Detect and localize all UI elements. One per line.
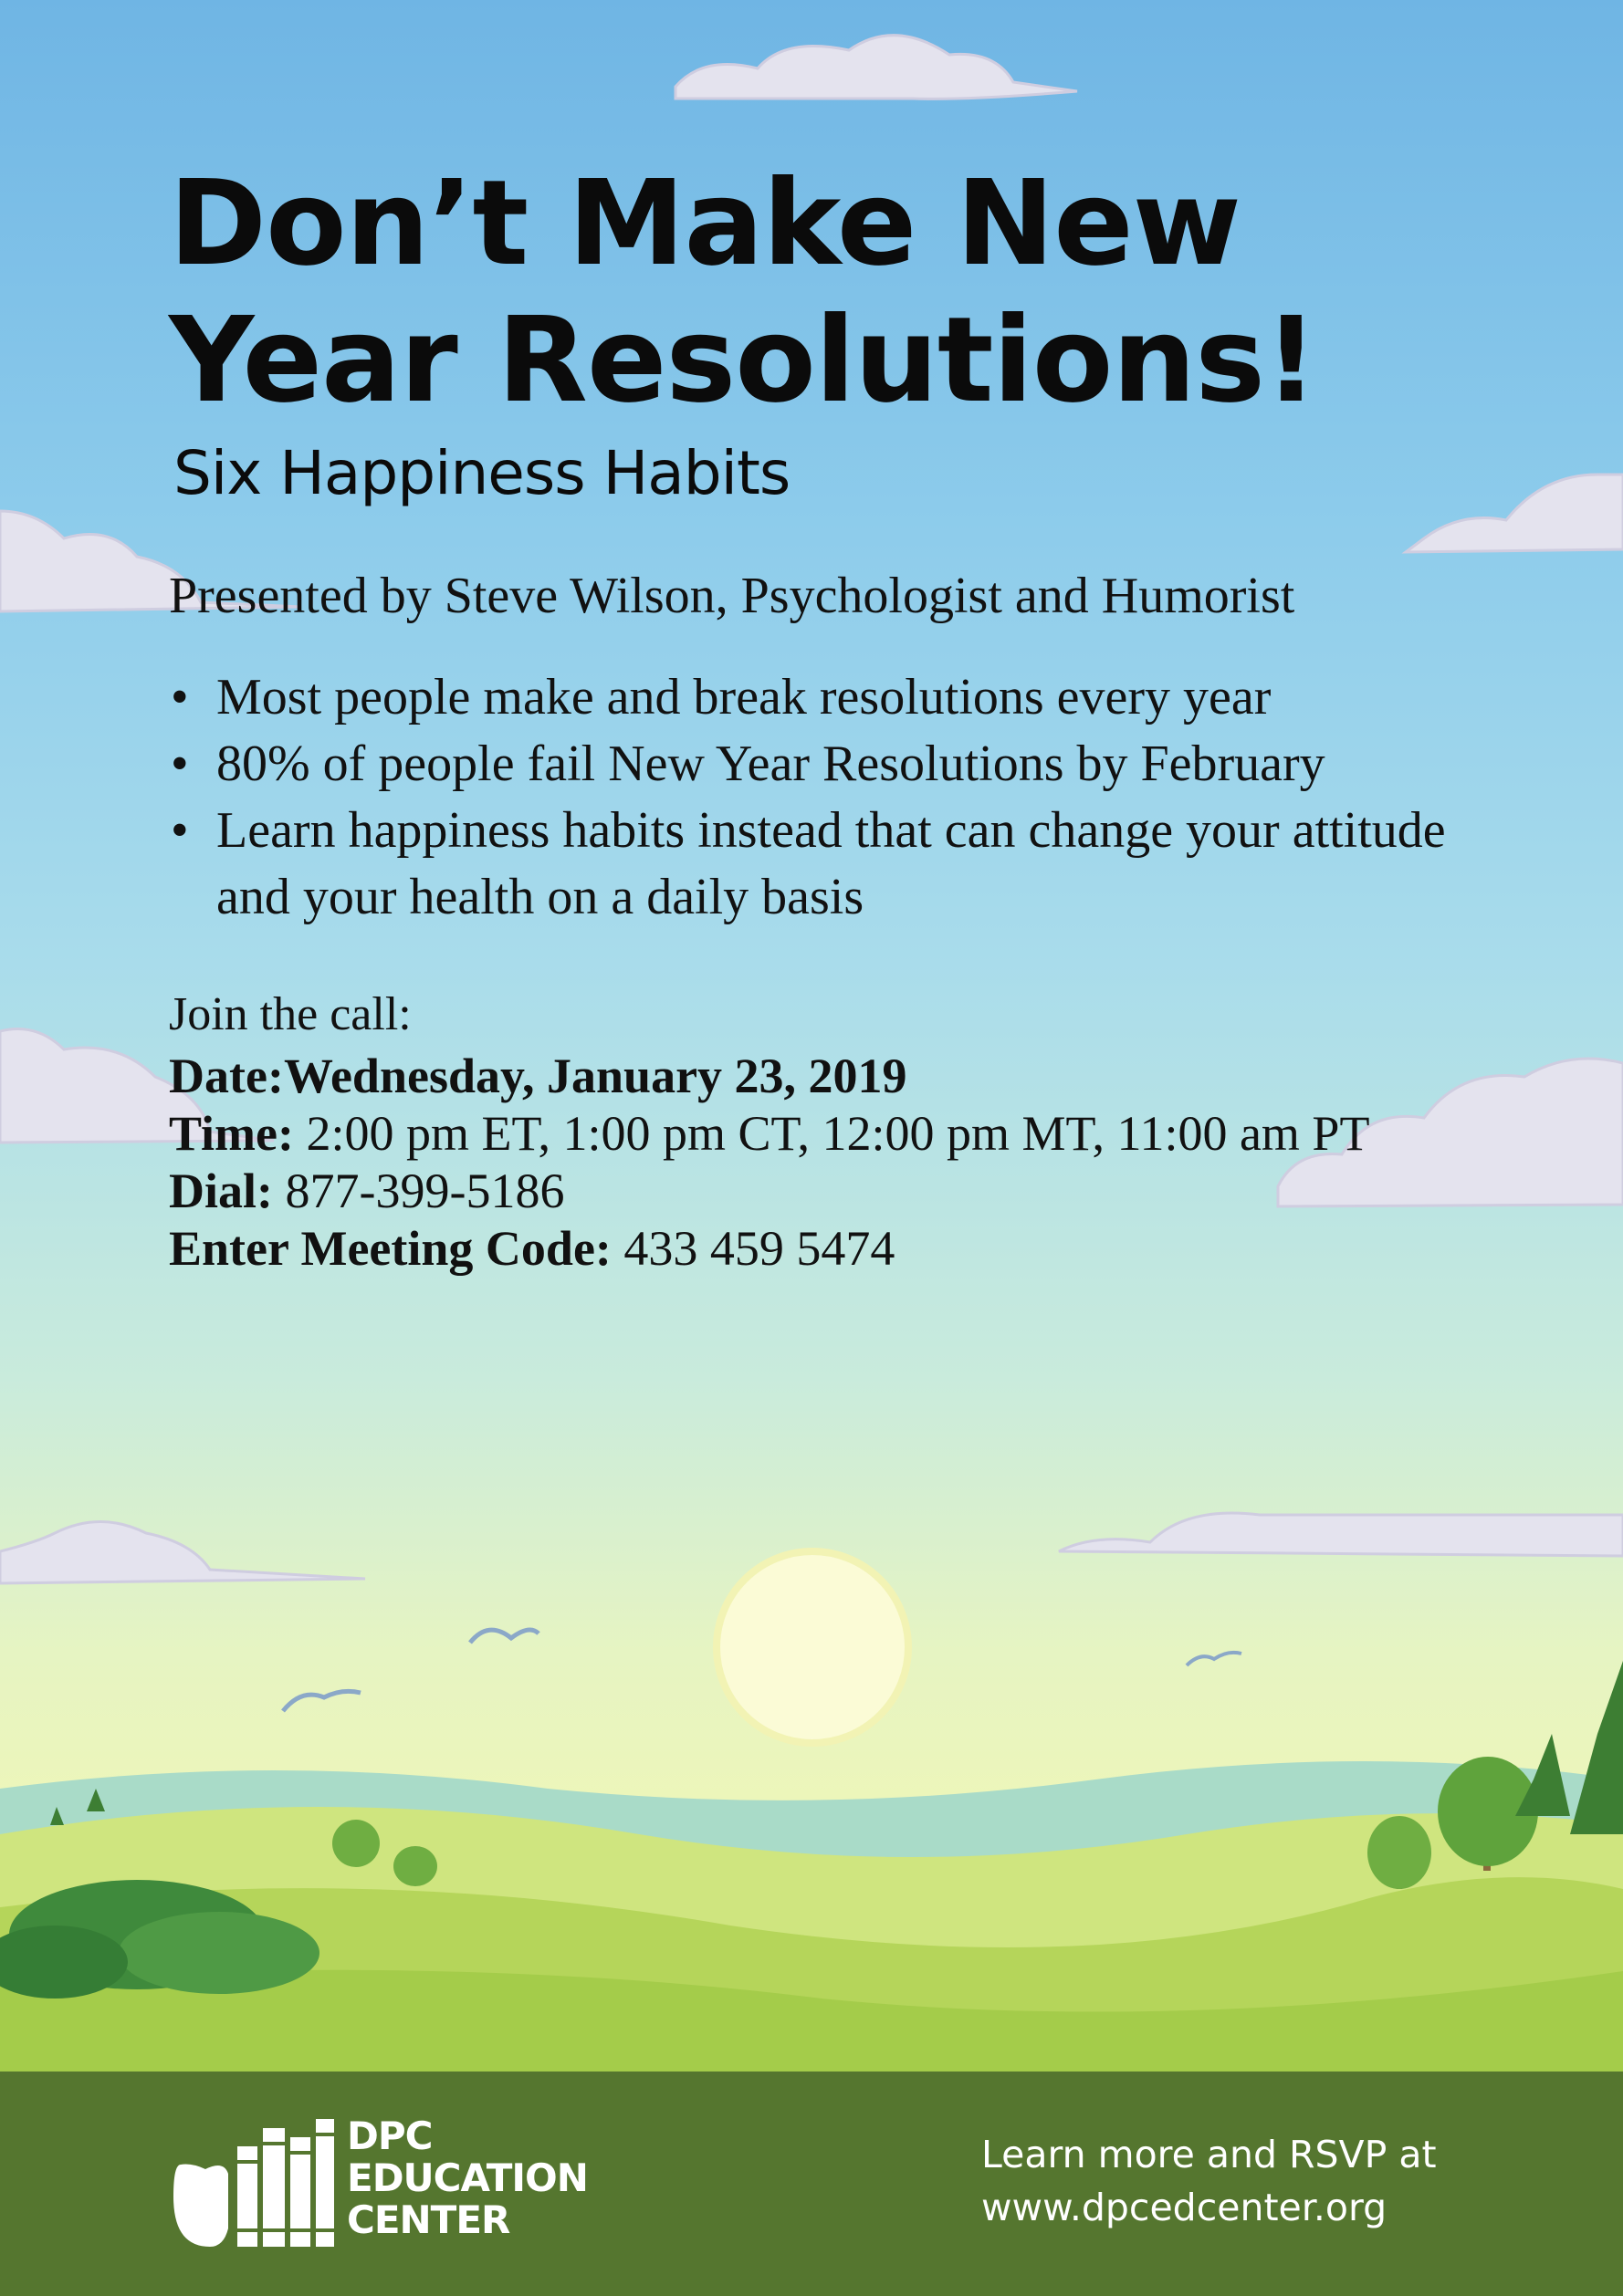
meeting-code-value: 433 459 5474 — [623, 1221, 895, 1276]
list-item — [169, 731, 1502, 798]
date-row — [169, 1048, 1502, 1105]
dpc-logo — [173, 2108, 612, 2263]
bird-icon — [470, 1630, 539, 1643]
cloud-icon — [675, 36, 1077, 99]
list-item — [169, 664, 1502, 731]
join-call-label: Join the call: — [169, 988, 412, 1040]
flyer-content — [169, 155, 1502, 1278]
headline-line-1: Don’t Make New — [169, 155, 1241, 292]
time-label: Time: — [169, 1106, 294, 1161]
bullet-icon: • — [171, 736, 189, 792]
time-value: 2:00 pm ET, 1:00 pm CT, 12:00 pm MT, 11:00 am PT — [306, 1106, 1370, 1161]
bullet-text: 80% of people fail New Year Resolutions by February — [216, 736, 1325, 792]
dial-value: 877-399-5186 — [285, 1164, 565, 1218]
date-label: Date: — [169, 1049, 284, 1103]
logo-text — [347, 2115, 588, 2241]
time-row — [169, 1105, 1502, 1163]
bird-icon — [1187, 1653, 1241, 1665]
dial-label: Dial: — [169, 1164, 273, 1218]
subtitle: Six Happiness Habits — [173, 438, 791, 508]
presenter-line: Presented by Steve Wilson, Psychologist and Humorist — [169, 568, 1295, 624]
sun-icon — [717, 1551, 908, 1743]
call-details — [169, 1048, 1502, 1278]
cloud-icon — [0, 1522, 365, 1584]
bullet-list — [169, 664, 1502, 931]
rsvp-line-1: Learn more and RSVP at — [981, 2133, 1437, 2176]
meeting-code-label: Enter Meeting Code: — [169, 1221, 612, 1276]
date-value: Wednesday, January 23, 2019 — [283, 1049, 907, 1103]
logo-line-3: CENTER — [347, 2197, 510, 2242]
bullet-text: Most people make and break resolutions every year — [216, 669, 1272, 725]
rsvp-url[interactable]: www.dpcedcenter.org — [981, 2186, 1387, 2229]
bird-icon — [283, 1691, 361, 1711]
footer-bar — [0, 2072, 1623, 2296]
cloud-icon — [1059, 1513, 1623, 1556]
bullet-icon: • — [171, 669, 189, 725]
meeting-code-row — [169, 1220, 1502, 1278]
books-logo-icon — [173, 2110, 338, 2256]
bullet-icon: • — [171, 802, 189, 859]
headline-line-2: Year Resolutions! — [169, 292, 1317, 429]
list-item — [169, 798, 1502, 931]
logo-line-1: DPC — [347, 2113, 433, 2158]
headline — [169, 155, 1502, 429]
rsvp-text — [981, 2128, 1437, 2234]
bullet-text: Learn happiness habits instead that can change your attitude and your health on a daily basis — [216, 802, 1446, 925]
logo-line-2: EDUCATION — [347, 2155, 588, 2200]
dial-row — [169, 1163, 1502, 1220]
